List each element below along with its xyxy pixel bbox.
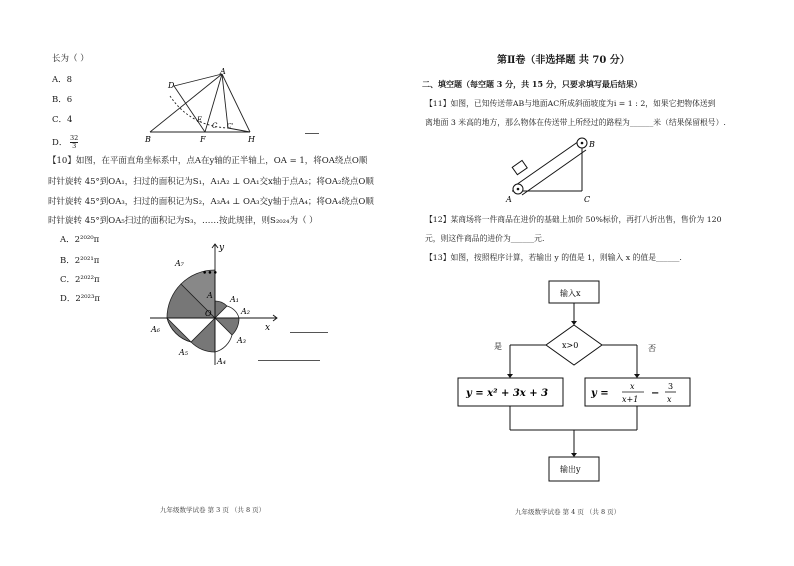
q10-option-d: D．2²⁰²³π [60,294,100,304]
right-page [397,0,794,566]
flow-input-box: 输入x [560,289,581,298]
q9-label-c-prime: C' [227,123,234,130]
flow-output-box: 输出y [560,465,581,474]
q11-label-b: B [589,140,595,149]
flow-right-frac1-num: x [630,382,635,391]
q10-option-c: C．2²⁰²²π [60,275,100,285]
left-page-footer: 九年级数学试卷 第 3 页 （共 8 页） [160,506,266,514]
q12-line-2: 元，则这件商品的进价为______元. [425,234,545,243]
q9-option-c: C．4 [52,115,73,125]
q9-label-d: D [168,81,175,90]
q9-blank-mark [305,133,319,134]
q9-label-b: B [145,135,151,144]
flow-minus: − [651,388,660,399]
q10-line-4: 时针旋转 45°到OA₅扫过的面积记为S₃，……按此规律，则S₂₀₂₄为（ ） [48,216,318,226]
part-two-heading: 二、填空题（每空题 3 分，共 15 分，只要求填写最后结果） [422,79,642,89]
right-page-footer: 九年级数学试卷 第 4 页 （共 8 页） [515,508,621,516]
q9-label-c: C [212,122,218,130]
q10-label-a2: A₂ [241,307,250,316]
flow-no-label: 否 [648,344,656,353]
q10-line-3: 时针旋转 45°到OA₃，扫过的面积记为S₂，A₃A₄ ⊥ OA₃交y轴于点A₄；将OA₄绕点O顺 [48,197,374,207]
q10-blank-mark-2 [258,360,320,361]
flow-yes-label: 是 [494,342,502,351]
flow-decision: x>0 [562,341,579,350]
q9-label-a: A [220,67,226,76]
flow-right-prefix: y = [591,388,609,399]
q10-label-a6: A₆ [151,325,160,334]
q9-option-b: B．6 [52,95,73,105]
q11-label-a: A [506,195,512,204]
q10-option-a: A．2²⁰²⁰π [60,235,100,245]
q9-option-d: D． $\frac{32}{3}$ [52,134,79,150]
flow-right-frac1-den: x+1 [622,395,639,404]
q10-line-1: 【10】如图，在平面直角坐标系中，点A在y轴的正半轴上，OA = 1，将OA绕点O顺 [48,156,368,166]
section-title: 第Ⅱ卷（非选择题 共 70 分） [497,55,630,66]
q10-label-a3: A₃ [237,336,246,345]
q10-option-b: B．2²⁰²¹π [60,256,100,266]
q12-line-1: 【12】某商场将一件商品在进价的基础上加价 50%标价，再打八折出售，售价为 120 [425,215,722,224]
q10-line-2: 时针旋转 45°到OA₁，扫过的面积记为S₁，A₁A₂ ⊥ OA₁交x轴于点A₂；将OA₂绕点O顺 [48,177,374,187]
q10-dots: ••• [202,269,218,279]
q9-stem-tail: 长为（ ） [52,54,89,64]
q9-label-e: E [197,116,203,124]
q11-conveyor-figure [502,133,602,205]
q10-label-a5: A₅ [179,348,188,357]
q10-label-a: A [207,291,213,300]
q10-label-a4: A₄ [217,357,226,366]
q11-line-2: 离地面 3 米高的地方，那么物体在传送带上所经过的路程为______米（结果保留根号）. [425,118,726,127]
q13-line-1: 【13】如图，按照程序计算，若输出 y 的值是 1，则输入 x 的值是______. [425,253,682,262]
q10-label-a7: A₇ [175,259,184,268]
q9-label-f: F [200,135,206,144]
q9-option-a: A．8 [52,75,73,85]
flow-right-frac2-den: x [667,395,672,404]
q11-line-1: 【11】如图，已知传送带AB与地面AC所成斜面坡度为i = 1 : 2，如果它把物体送到 [425,99,716,108]
flow-left-formula: y = x² + 3x + 3 [466,388,549,399]
q10-label-a1: A₁ [230,295,239,304]
q10-sector-figure [145,240,285,370]
q11-label-c: C [584,195,591,204]
q10-label-x: x [265,323,271,333]
q10-label-y: y [219,243,225,253]
q10-blank-mark-1 [290,332,328,333]
flow-right-frac2-num: 3 [668,382,674,391]
q10-label-o: O [205,309,212,318]
q13-flowchart [452,275,692,490]
q9-label-h: H [248,135,255,144]
q9-triangle-figure [140,66,270,146]
